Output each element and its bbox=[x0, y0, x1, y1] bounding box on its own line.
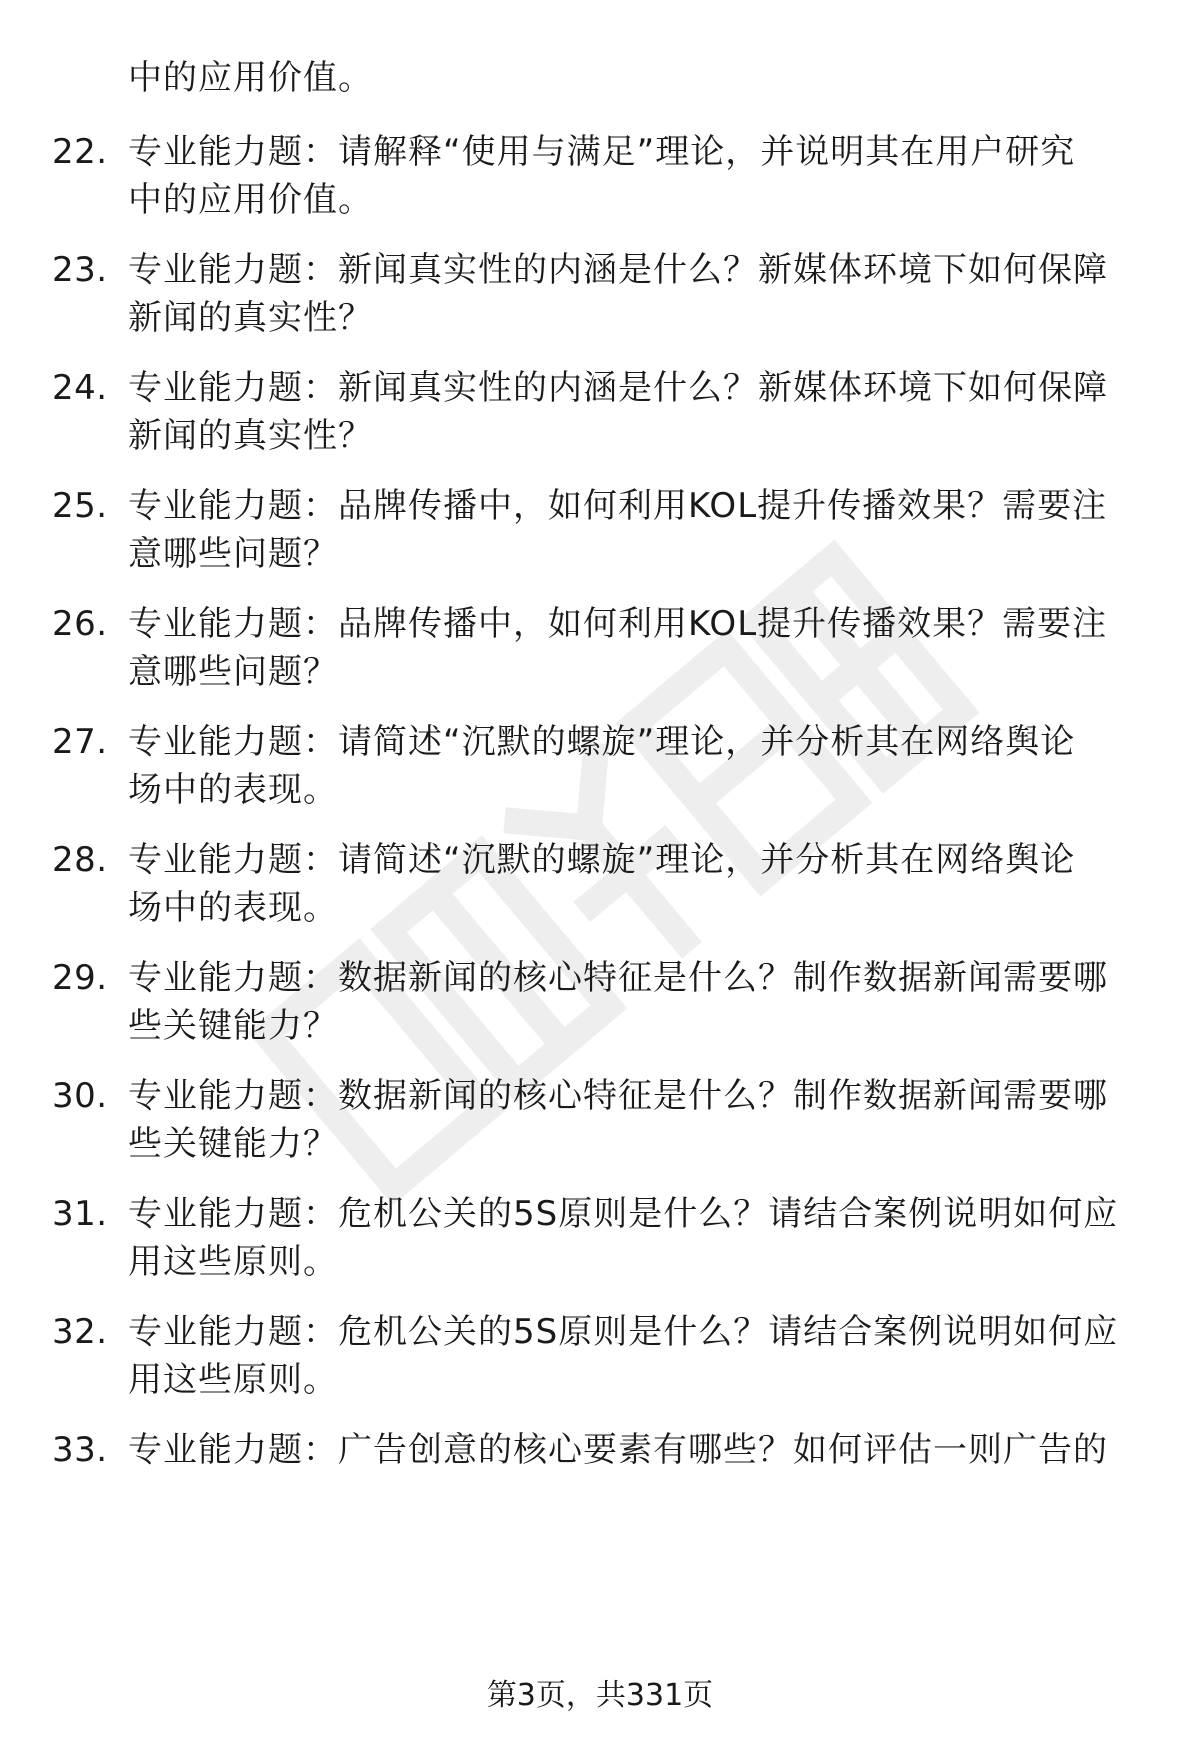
question-line-2: 场中的表现。 bbox=[128, 770, 338, 810]
question-text bbox=[128, 718, 1148, 814]
question-line-2: 些关键能力？ bbox=[128, 1006, 338, 1046]
question-number: 33. bbox=[52, 1430, 108, 1470]
question-line-2: 用这些原则。 bbox=[128, 1242, 338, 1282]
question-text bbox=[128, 246, 1148, 342]
question-line-1: 专业能力题：新闻真实性的内涵是什么？新媒体环境下如何保障 bbox=[128, 368, 1108, 408]
question-line-1: 专业能力题：请简述“沉默的螺旋”理论，并分析其在网络舆论 bbox=[128, 840, 1076, 880]
question-number: 24. bbox=[52, 368, 108, 408]
question-line-1: 专业能力题：请解释“使用与满足”理论，并说明其在用户研究 bbox=[128, 132, 1076, 172]
question-number: 27. bbox=[52, 722, 108, 762]
question-text bbox=[128, 1072, 1148, 1168]
question-text bbox=[128, 836, 1148, 932]
question-text bbox=[128, 128, 1148, 224]
question-number: 23. bbox=[52, 250, 108, 290]
question-line-1: 专业能力题：数据新闻的核心特征是什么？制作数据新闻需要哪 bbox=[128, 1076, 1108, 1116]
question-text bbox=[128, 600, 1148, 696]
question-line-2: 新闻的真实性？ bbox=[128, 416, 373, 456]
question-number: 32. bbox=[52, 1312, 108, 1352]
question-text bbox=[128, 954, 1148, 1050]
question-number: 22. bbox=[52, 132, 108, 172]
question-line-1: 专业能力题：数据新闻的核心特征是什么？制作数据新闻需要哪 bbox=[128, 958, 1108, 998]
question-line-2: 场中的表现。 bbox=[128, 888, 338, 928]
question-line-1: 专业能力题：请简述“沉默的螺旋”理论，并分析其在网络舆论 bbox=[128, 722, 1076, 762]
question-number: 29. bbox=[52, 958, 108, 998]
question-number: 30. bbox=[52, 1076, 108, 1116]
question-line-1: 专业能力题：危机公关的5S原则是什么？请结合案例说明如何应 bbox=[128, 1312, 1119, 1352]
question-line-2: 用这些原则。 bbox=[128, 1360, 338, 1400]
question-line-2: 意哪些问题？ bbox=[128, 652, 338, 692]
question-line-1: 专业能力题：品牌传播中，如何利用KOL提升传播效果？需要注 bbox=[128, 604, 1108, 644]
question-number: 31. bbox=[52, 1194, 108, 1234]
leading-line-text: 中的应用价值。 bbox=[128, 58, 373, 98]
question-line-1: 专业能力题：新闻真实性的内涵是什么？新媒体环境下如何保障 bbox=[128, 250, 1108, 290]
question-text bbox=[128, 482, 1148, 578]
question-number: 26. bbox=[52, 604, 108, 644]
question-number: 25. bbox=[52, 486, 108, 526]
question-number: 28. bbox=[52, 840, 108, 880]
question-line-1: 专业能力题：广告创意的核心要素有哪些？如何评估一则广告的 bbox=[128, 1430, 1108, 1470]
question-line-1: 专业能力题：危机公关的5S原则是什么？请结合案例说明如何应 bbox=[128, 1194, 1119, 1234]
question-text bbox=[128, 1426, 1148, 1474]
question-text bbox=[128, 364, 1148, 460]
question-text bbox=[128, 1190, 1148, 1286]
question-line-2: 中的应用价值。 bbox=[128, 180, 373, 220]
page-footer: 第3页，共331页 bbox=[486, 1678, 714, 1713]
question-line-2: 些关键能力？ bbox=[128, 1124, 338, 1164]
question-line-2: 意哪些问题？ bbox=[128, 534, 338, 574]
question-text bbox=[128, 1308, 1148, 1404]
question-line-2: 新闻的真实性？ bbox=[128, 298, 373, 338]
question-line-1: 专业能力题：品牌传播中，如何利用KOL提升传播效果？需要注 bbox=[128, 486, 1108, 526]
